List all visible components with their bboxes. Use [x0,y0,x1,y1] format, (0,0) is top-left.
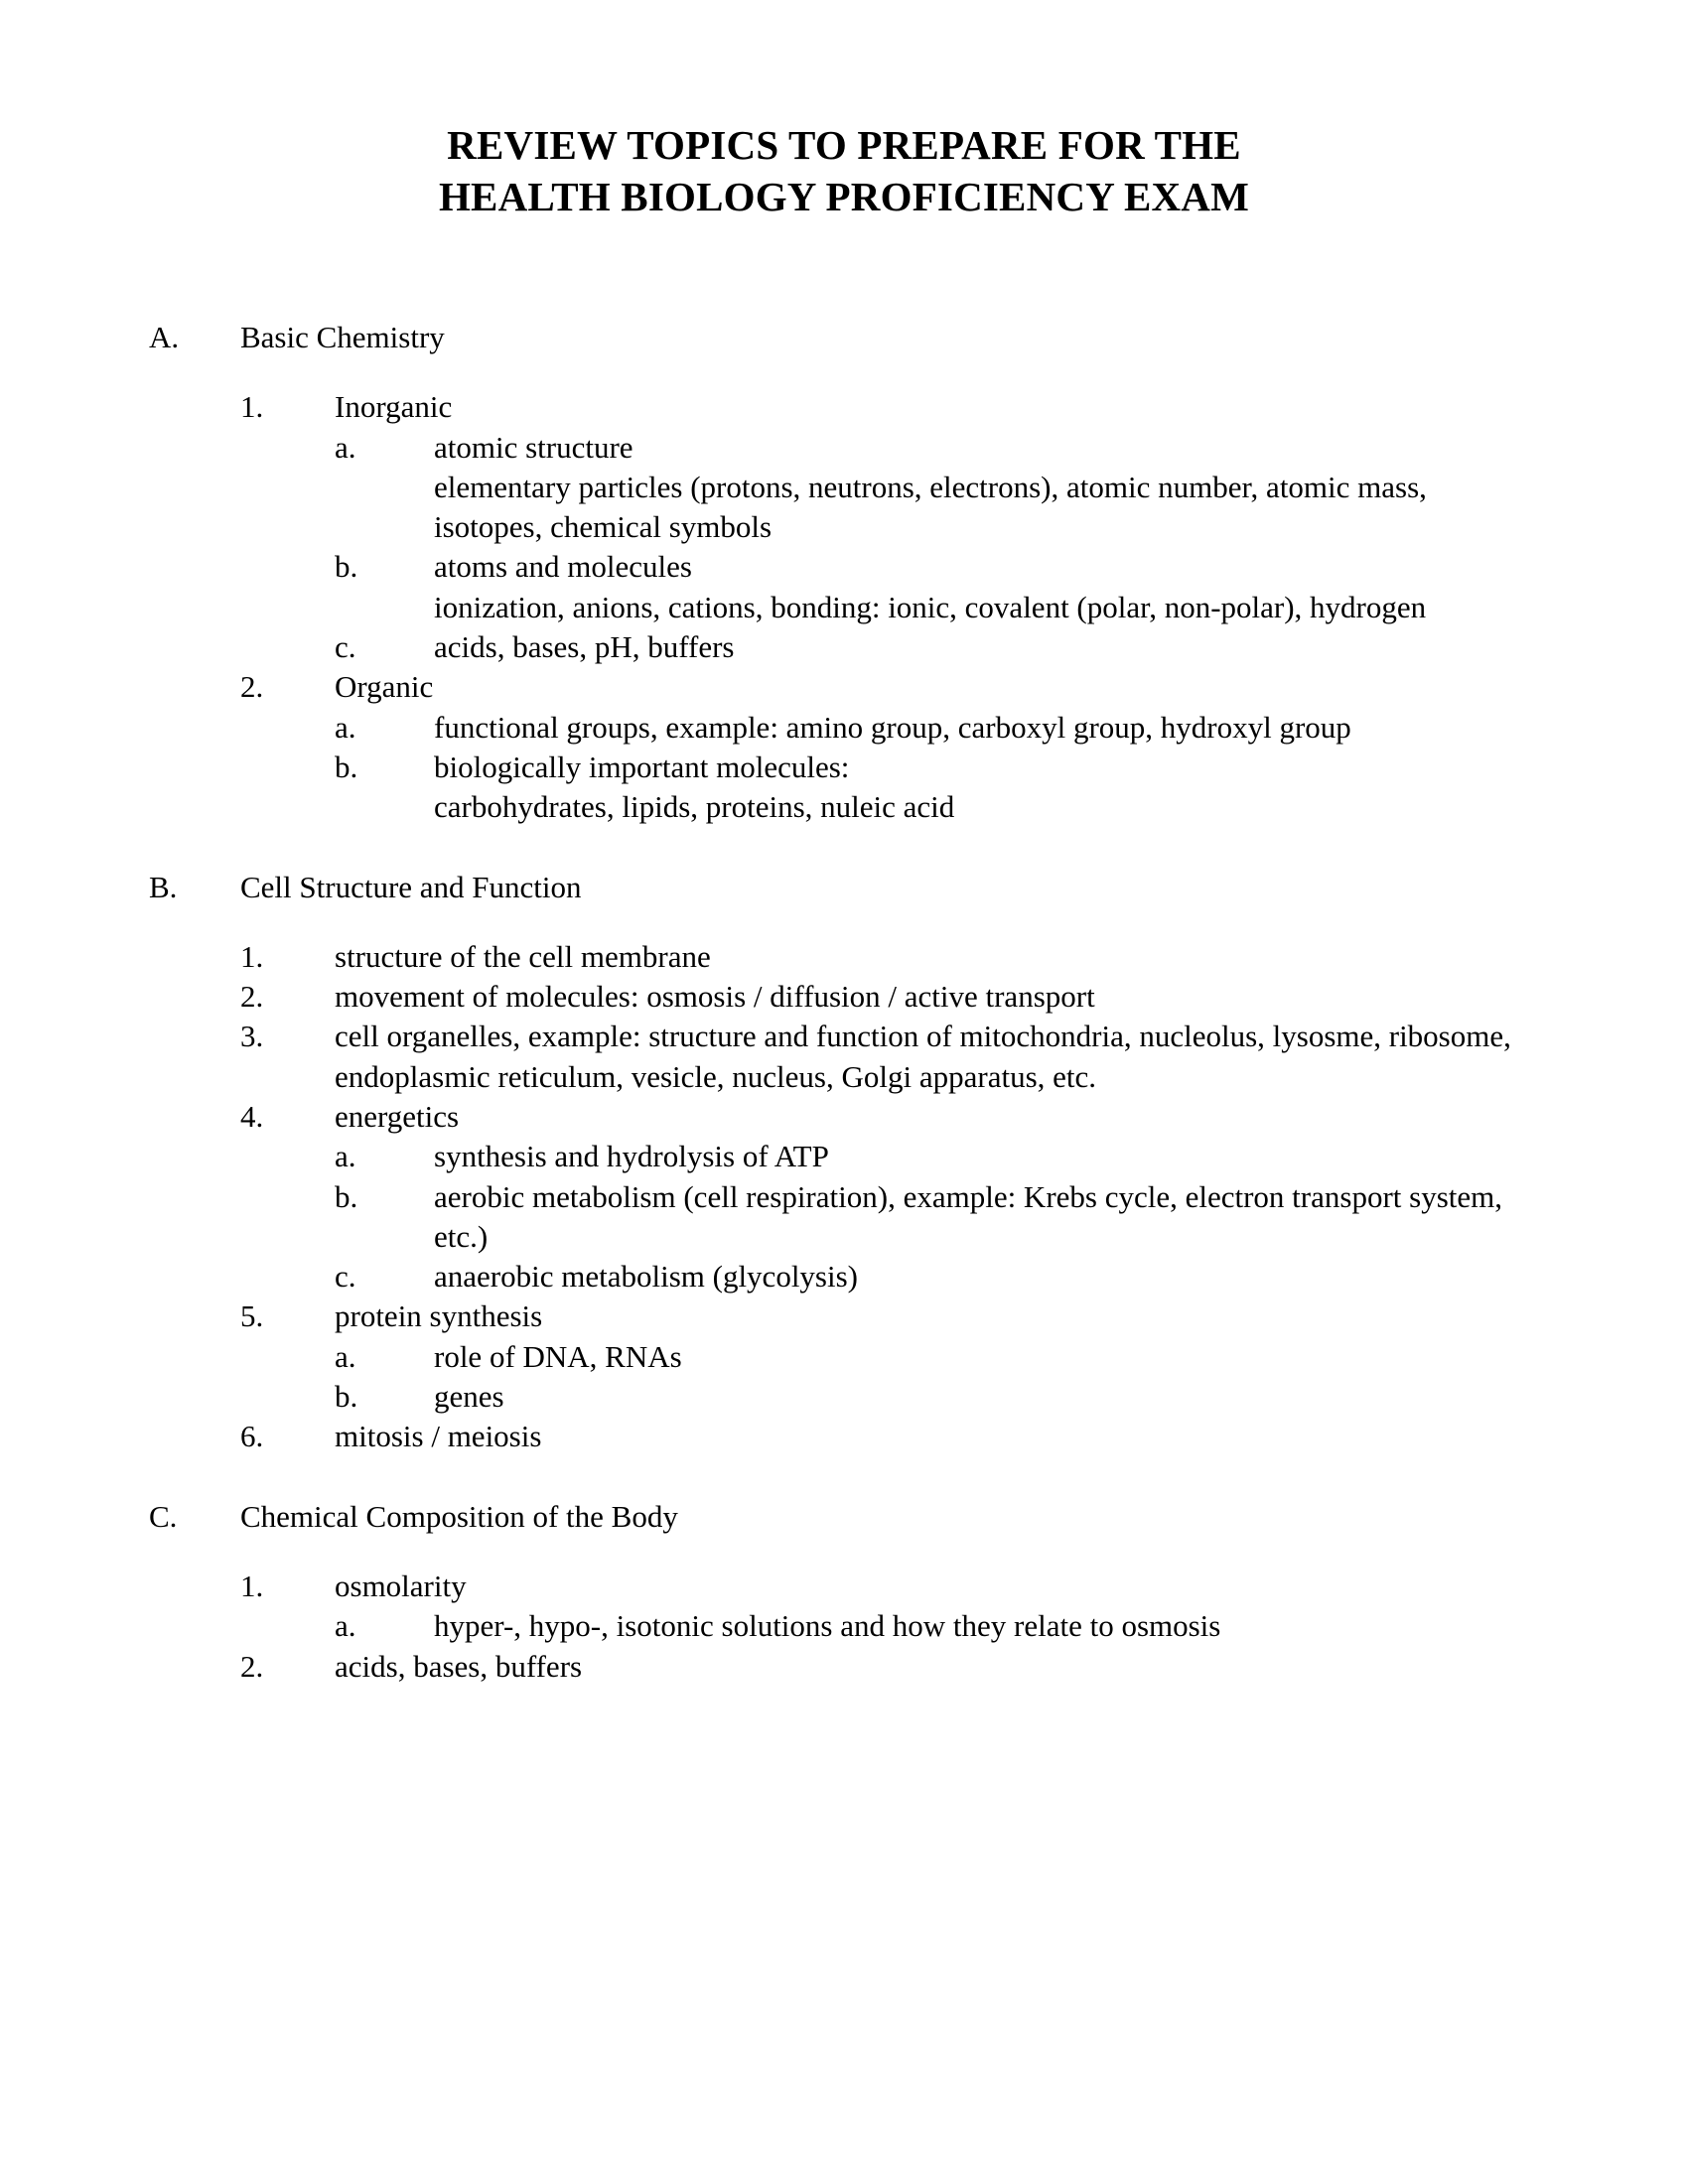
outline-subitem-b5b [335,1377,1539,1417]
item-text: energetics [335,1098,460,1134]
item-text: Organic [335,669,434,705]
item-marker: 2. [240,1648,264,1684]
subitem-marker: a. [335,1608,356,1644]
outline-item-b2 [240,977,1539,1017]
outline-item-b5 [240,1297,1539,1336]
outline-body [149,318,1539,1687]
item-text: movement of molecules: osmosis / diffusion / active transport [335,979,1095,1015]
outline-section-b [149,868,1539,907]
outline-item-a2 [240,667,1539,707]
subitem-marker: a. [335,709,356,745]
section-marker: C. [149,1498,178,1534]
subitem-text: hyper-, hypo-, isotonic solutions and how they relate to osmosis [434,1608,1221,1644]
section-heading: Basic Chemistry [240,319,445,354]
section-marker: A. [149,319,180,354]
item-text: osmolarity [335,1568,467,1603]
subitem-text: atomic structure [434,429,633,465]
subitem-marker: b. [335,749,358,784]
subitem-text: role of DNA, RNAs [434,1338,682,1374]
outline-subitem-b4c [335,1257,1539,1297]
title-line-2: HEALTH BIOLOGY PROFICIENCY EXAM [438,174,1250,220]
outline-subitem-b4b [335,1177,1539,1258]
title-line-1: REVIEW TOPICS TO PREPARE FOR THE [447,122,1241,168]
item-marker: 4. [240,1098,264,1134]
outline-subitem-a2b [335,748,1539,828]
subitem-marker: a. [335,1338,356,1374]
subitem-text: functional groups, example: amino group, carboxyl group, hydroxyl group [434,709,1351,745]
section-spacer [149,1457,1539,1497]
outline-item [149,387,1539,827]
subitem-continuation: ionization, anions, cations, bonding: ionic, covalent (polar, non-polar), hydrogen [434,589,1427,624]
outline-subitem-a1a [335,428,1539,548]
outline-item-b3 [240,1017,1539,1097]
subitem-continuation: elementary particles (protons, neutrons, electrons), atomic number, atomic mass, isotopes, chemical symbols [434,469,1427,545]
outline-item-b6 [240,1417,1539,1456]
item-text: mitosis / meiosis [335,1419,542,1454]
page-title [149,119,1539,223]
outline-subitem-a1b [335,547,1539,627]
section-heading: Cell Structure and Function [240,869,582,904]
subitem-marker: b. [335,1379,358,1415]
outline-subitem-b4a [335,1137,1539,1176]
outline-item-b4 [240,1097,1539,1137]
item-marker: 1. [240,938,264,974]
outline-subitem-b5a [335,1337,1539,1377]
item-marker: 2. [240,979,264,1015]
outline-item-a1 [240,387,1539,427]
outline-section-c [149,1497,1539,1537]
item-marker: 1. [240,389,264,425]
outline-item-c1 [240,1567,1539,1606]
subitem-text: anaerobic metabolism (glycolysis) [434,1259,858,1295]
outline-item [149,937,1539,1457]
subitem-text: biologically important molecules: [434,749,850,784]
subitem-marker: b. [335,549,358,585]
subitem-text: synthesis and hydrolysis of ATP [434,1139,829,1174]
item-text: structure of the cell membrane [335,938,711,974]
section-spacer [149,828,1539,868]
item-text: acids, bases, buffers [335,1648,583,1684]
subitem-text: atoms and molecules [434,549,692,585]
subitem-text: genes [434,1379,504,1415]
subitem-text: aerobic metabolism (cell respiration), example: Krebs cycle, electron transport system, etc.) [434,1178,1502,1254]
subitem-marker: c. [335,629,356,665]
outline-subitem-c1a [335,1606,1539,1646]
item-marker: 5. [240,1298,264,1334]
subitem-marker: b. [335,1178,358,1214]
outline-subitem-a1c [335,627,1539,667]
item-text: cell organelles, example: structure and function of mitochondria, nucleolus, lysosme, ribosome, endoplasmic reticulum, vesicle, nucleus, Golgi apparatus, etc. [335,1019,1511,1094]
subitem-marker: c. [335,1259,356,1295]
item-text: Inorganic [335,389,453,425]
outline-subitem-a2a [335,708,1539,748]
section-heading: Chemical Composition of the Body [240,1498,678,1534]
item-marker: 6. [240,1419,264,1454]
outline-item-c2 [240,1647,1539,1687]
outline-item [149,1567,1539,1687]
outline-item-b1 [240,937,1539,977]
outline-section-a [149,318,1539,357]
subitem-marker: a. [335,429,356,465]
subitem-continuation: carbohydrates, lipids, proteins, nuleic acid [434,789,955,825]
item-marker: 1. [240,1568,264,1603]
item-marker: 3. [240,1019,264,1054]
subitem-text: acids, bases, pH, buffers [434,629,735,665]
item-text: protein synthesis [335,1298,543,1334]
section-marker: B. [149,869,178,904]
item-marker: 2. [240,669,264,705]
subitem-marker: a. [335,1139,356,1174]
